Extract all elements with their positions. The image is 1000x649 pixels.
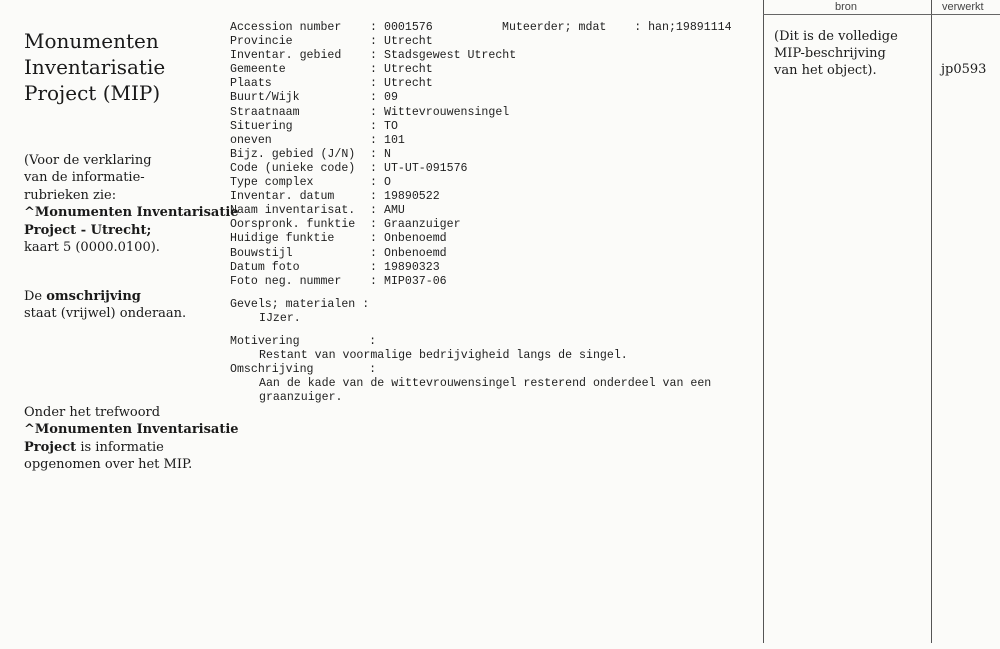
field-label: Inventar. datum <box>230 190 335 204</box>
field-label: Code (unieke code) <box>230 161 356 175</box>
field-separator: : <box>370 77 384 91</box>
record-block <box>230 21 760 405</box>
explanation-note <box>24 152 239 256</box>
field-label: Accession number <box>230 21 342 34</box>
record-field-row <box>230 275 760 289</box>
record-field-row <box>230 232 760 246</box>
keyword-note <box>24 404 239 474</box>
field-separator: : <box>370 49 384 63</box>
field-value: MIP037-06 <box>384 274 447 288</box>
field-value: 19890522 <box>384 190 440 204</box>
motivering-value: Restant van voormalige bedrijvigheid langs de singel. <box>259 349 628 363</box>
field-separator: : <box>370 246 384 260</box>
gevels-label: Gevels; materialen : <box>230 297 370 311</box>
field-label: Bouwstijl <box>230 246 293 260</box>
record-field-row <box>230 261 760 275</box>
field-label: Huidige funktie <box>230 232 335 246</box>
field-separator: : <box>370 63 384 77</box>
note-line: opgenomen over het MIP. <box>24 457 193 473</box>
omschrijving-value: graanzuiger. <box>259 391 343 405</box>
reference-link: ^Monumenten Inventarisatie <box>24 205 239 221</box>
reference-link: Project - Utrecht; <box>24 222 152 238</box>
field-extra: Muteerder; mdat : han;19891114 <box>502 21 732 34</box>
field-separator: : <box>370 105 384 119</box>
column-divider <box>931 0 932 643</box>
record-field-row <box>230 35 760 49</box>
note-line: staat (vrijwel) onderaan. <box>24 306 187 322</box>
record-field-row <box>230 120 760 134</box>
field-separator: : <box>370 133 384 147</box>
title-line: Monumenten <box>24 29 159 53</box>
title-line: Project (MIP) <box>24 81 161 105</box>
field-label: Inventar. gebied <box>230 49 342 63</box>
bron-note-line: MIP-beschrijving <box>774 46 886 61</box>
omschrijving-label: Omschrijving : <box>230 363 377 377</box>
field-value: 09 <box>384 91 398 105</box>
field-value: Stadsgewest Utrecht <box>384 49 517 63</box>
note-keyword: omschrijving <box>46 289 141 304</box>
field-label: Naam inventarisat. <box>230 204 356 218</box>
note-line: rubrieken zie: <box>24 187 117 203</box>
note-text: is informatie <box>76 439 164 455</box>
bron-note-line: (Dit is de volledige <box>774 29 898 44</box>
note-line: van de informatie- <box>24 170 145 186</box>
field-separator: : <box>370 260 384 274</box>
note-line: kaart 5 (0000.0100). <box>24 240 160 256</box>
field-label: Foto neg. nummer <box>230 274 342 288</box>
bron-header: bron <box>835 1 858 13</box>
field-label: Situering <box>230 119 293 133</box>
field-label: Straatnaam <box>230 105 300 119</box>
field-value: Wittevrouwensingel <box>384 105 510 119</box>
field-separator: : <box>370 204 384 218</box>
field-separator: : <box>370 147 384 161</box>
record-field-row <box>230 190 760 204</box>
field-label: Datum foto <box>230 260 300 274</box>
verwerkt-value: jp0593 <box>941 62 987 77</box>
record-fields <box>230 21 760 289</box>
field-label: Oorspronk. funktie <box>230 218 356 232</box>
field-label: Provincie <box>230 35 293 49</box>
field-label: Buurt/Wijk <box>230 91 300 105</box>
field-separator: : <box>370 161 384 175</box>
verwerkt-header: verwerkt <box>942 1 984 13</box>
field-value: TO <box>384 119 398 133</box>
record-field-row <box>230 106 760 120</box>
note-text: De <box>24 289 47 304</box>
field-value: Graanzuiger <box>384 218 461 232</box>
page-title <box>24 28 224 106</box>
field-value: Utrecht <box>384 35 433 49</box>
record-field-row <box>230 63 760 77</box>
motivering-label: Motivering : <box>230 334 377 348</box>
field-separator: : <box>370 218 384 232</box>
field-label: Plaats <box>230 77 272 91</box>
record-field-row <box>230 77 760 91</box>
field-value: 19890323 <box>384 260 440 274</box>
record-field-row <box>230 49 760 63</box>
record-field-row <box>230 148 760 162</box>
field-value: O <box>384 176 391 190</box>
field-separator: : <box>370 190 384 204</box>
field-separator: : <box>370 91 384 105</box>
field-separator: : <box>370 176 384 190</box>
field-value: 0001576 <box>384 21 433 34</box>
field-separator: : <box>370 21 384 34</box>
omschrijving-value: Aan de kade van de wittevrouwensingel resterend onderdeel van een <box>259 377 712 391</box>
field-separator: : <box>370 232 384 246</box>
field-value: AMU <box>384 204 405 218</box>
field-separator: : <box>370 274 384 288</box>
gevels-value: IJzer. <box>259 311 301 325</box>
field-value: UT-UT-091576 <box>384 161 468 175</box>
record-field-row <box>230 134 760 148</box>
field-label: Type complex <box>230 176 314 190</box>
note-line: Onder het trefwoord <box>24 405 161 420</box>
reference-link: ^Monumenten Inventarisatie <box>24 422 239 438</box>
record-field-row <box>230 176 760 190</box>
note-keyword: Project <box>24 439 77 455</box>
record-field-row <box>230 21 760 35</box>
field-value: Onbenoemd <box>384 232 447 246</box>
record-field-row <box>230 247 760 261</box>
field-value: Utrecht <box>384 63 433 77</box>
field-label: Bijz. gebied (J/N) <box>230 147 356 161</box>
description-note <box>24 288 224 323</box>
field-value: Utrecht <box>384 77 433 91</box>
bron-note-line: van het object). <box>774 63 877 78</box>
record-field-row <box>230 204 760 218</box>
header-divider <box>763 14 1000 15</box>
field-value: 101 <box>384 133 405 147</box>
bron-note <box>774 28 898 79</box>
field-separator: : <box>370 119 384 133</box>
record-field-row <box>230 218 760 232</box>
column-divider <box>763 0 764 643</box>
field-label: oneven <box>230 133 272 147</box>
field-separator: : <box>370 35 384 49</box>
record-field-row <box>230 162 760 176</box>
field-value: Onbenoemd <box>384 246 447 260</box>
field-label: Gemeente <box>230 63 286 77</box>
record-field-row <box>230 91 760 105</box>
note-line: (Voor de verklaring <box>24 153 152 168</box>
field-value: N <box>384 147 391 161</box>
title-line: Inventarisatie <box>24 55 166 79</box>
